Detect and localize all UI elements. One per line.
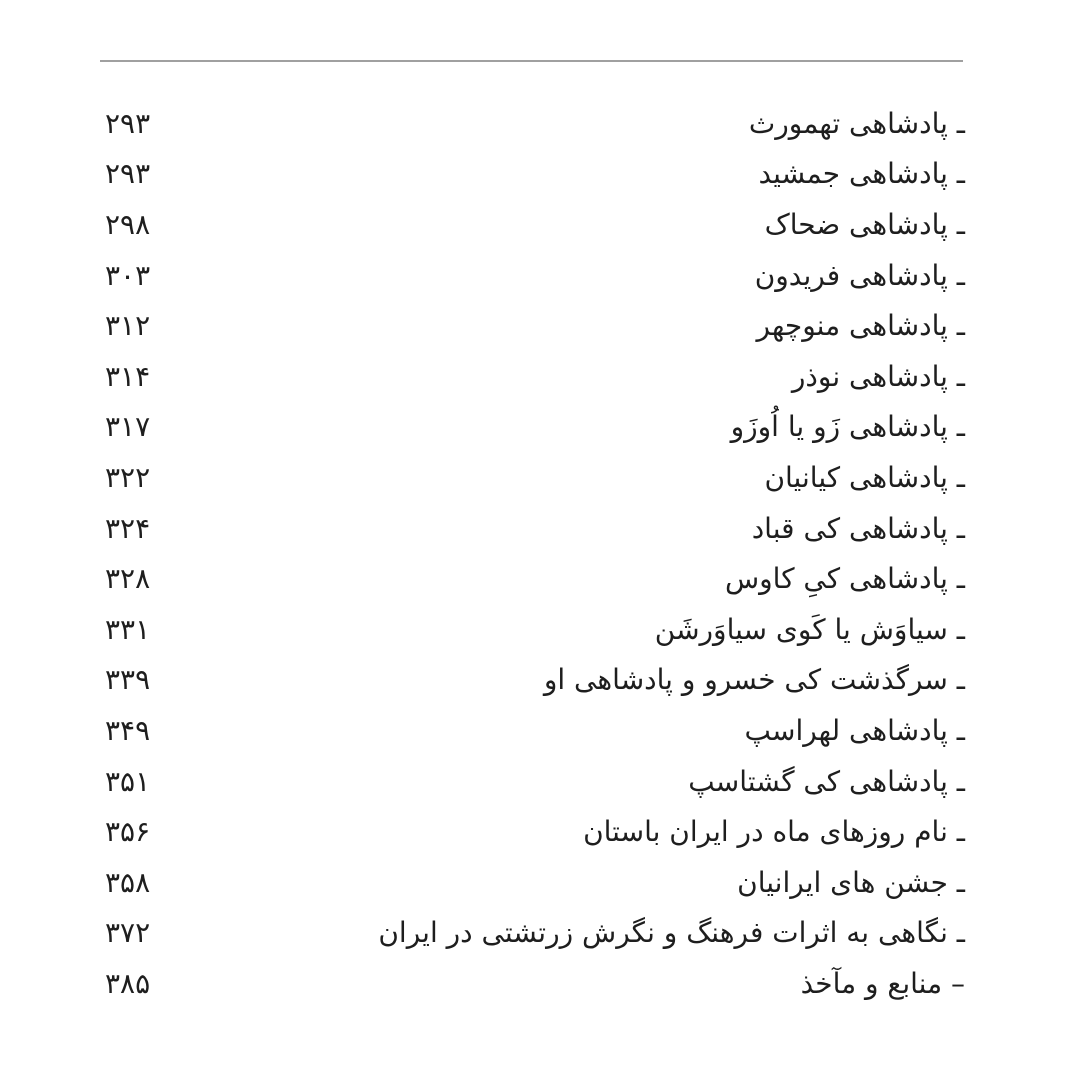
toc-entry-page-number: ۳۵۱ bbox=[105, 764, 151, 798]
toc-entry-page-number: ۳۰۳ bbox=[105, 258, 151, 292]
toc-entry bbox=[105, 351, 965, 402]
toc-entry-title: ـ پادشاهی ضحاک bbox=[764, 207, 965, 241]
toc-entry-title: ـ پادشاهی کی قباد bbox=[751, 511, 965, 545]
toc-entry bbox=[105, 503, 965, 554]
toc-entry-title: ـ نام روزهای ماه در ایران باستان bbox=[583, 815, 965, 849]
toc-entry bbox=[105, 756, 965, 807]
toc-entry-page-number: ۳۱۲ bbox=[105, 309, 151, 343]
toc-entry bbox=[105, 199, 965, 250]
toc-entry-page-number: ۳۲۴ bbox=[105, 511, 151, 545]
toc-entry-title: – منابع و مآخذ bbox=[800, 966, 965, 1000]
toc-entry bbox=[105, 149, 965, 200]
toc-entry bbox=[105, 402, 965, 453]
toc-entry-title: ـ پادشاهی کی گشتاسپ bbox=[688, 764, 965, 798]
toc-entry-title: ـ پادشاهی کیِ کاوس bbox=[724, 562, 965, 596]
table-of-contents bbox=[105, 98, 965, 1009]
toc-entry-title: ـ پادشاهی تهمورث bbox=[748, 106, 965, 140]
toc-entry-page-number: ۳۵۸ bbox=[105, 865, 151, 899]
toc-entry-title: ـ پادشاهی زَو یا اُوزَو bbox=[730, 410, 965, 444]
toc-entry-page-number: ۳۲۸ bbox=[105, 562, 151, 596]
toc-entry-page-number: ۳۱۴ bbox=[105, 359, 151, 393]
toc-entry bbox=[105, 705, 965, 756]
toc-entry-page-number: ۳۴۹ bbox=[105, 713, 151, 747]
toc-entry-title: ـ نگاهی به اثرات فرهنگ و نگرش زرتشتی در ایران bbox=[378, 916, 965, 950]
toc-entry bbox=[105, 300, 965, 351]
toc-entry-title: ـ پادشاهی لهراسپ bbox=[744, 713, 965, 747]
toc-entry-page-number: ۲۹۸ bbox=[105, 207, 151, 241]
toc-entry-page-number: ۳۱۷ bbox=[105, 410, 151, 444]
toc-entry bbox=[105, 806, 965, 857]
page-top-rule bbox=[100, 60, 963, 62]
toc-entry bbox=[105, 250, 965, 301]
toc-entry-page-number: ۲۹۳ bbox=[105, 157, 151, 191]
toc-entry-page-number: ۲۹۳ bbox=[105, 106, 151, 140]
toc-entry-title: ـ پادشاهی منوچهر bbox=[756, 309, 965, 343]
toc-entry-title: ـ پادشاهی فریدون bbox=[754, 258, 965, 292]
toc-entry bbox=[105, 553, 965, 604]
toc-entry-title: ـ سرگذشت کی خسرو و پادشاهی او bbox=[543, 663, 965, 697]
toc-entry-page-number: ۳۷۲ bbox=[105, 916, 151, 950]
toc-entry bbox=[105, 958, 965, 1009]
toc-entry-title: ـ پادشاهی جمشید bbox=[758, 157, 965, 191]
toc-entry-page-number: ۳۵۶ bbox=[105, 815, 151, 849]
toc-entry-title: ـ پادشاهی نوذر bbox=[791, 359, 965, 393]
toc-entry bbox=[105, 98, 965, 149]
toc-entry-title: ـ سیاوَش یا کَوی سیاوَرشَن bbox=[654, 612, 965, 646]
toc-entry bbox=[105, 452, 965, 503]
toc-entry-page-number: ۳۲۲ bbox=[105, 460, 151, 494]
toc-entry bbox=[105, 908, 965, 959]
toc-entry bbox=[105, 604, 965, 655]
toc-entry bbox=[105, 857, 965, 908]
toc-entry-page-number: ۳۳۱ bbox=[105, 612, 151, 646]
toc-entry bbox=[105, 655, 965, 706]
toc-entry-page-number: ۳۳۹ bbox=[105, 663, 151, 697]
toc-entry-page-number: ۳۸۵ bbox=[105, 966, 151, 1000]
toc-entry-title: ـ جشن های ایرانیان bbox=[737, 865, 965, 899]
toc-entry-title: ـ پادشاهی کیانیان bbox=[764, 460, 965, 494]
